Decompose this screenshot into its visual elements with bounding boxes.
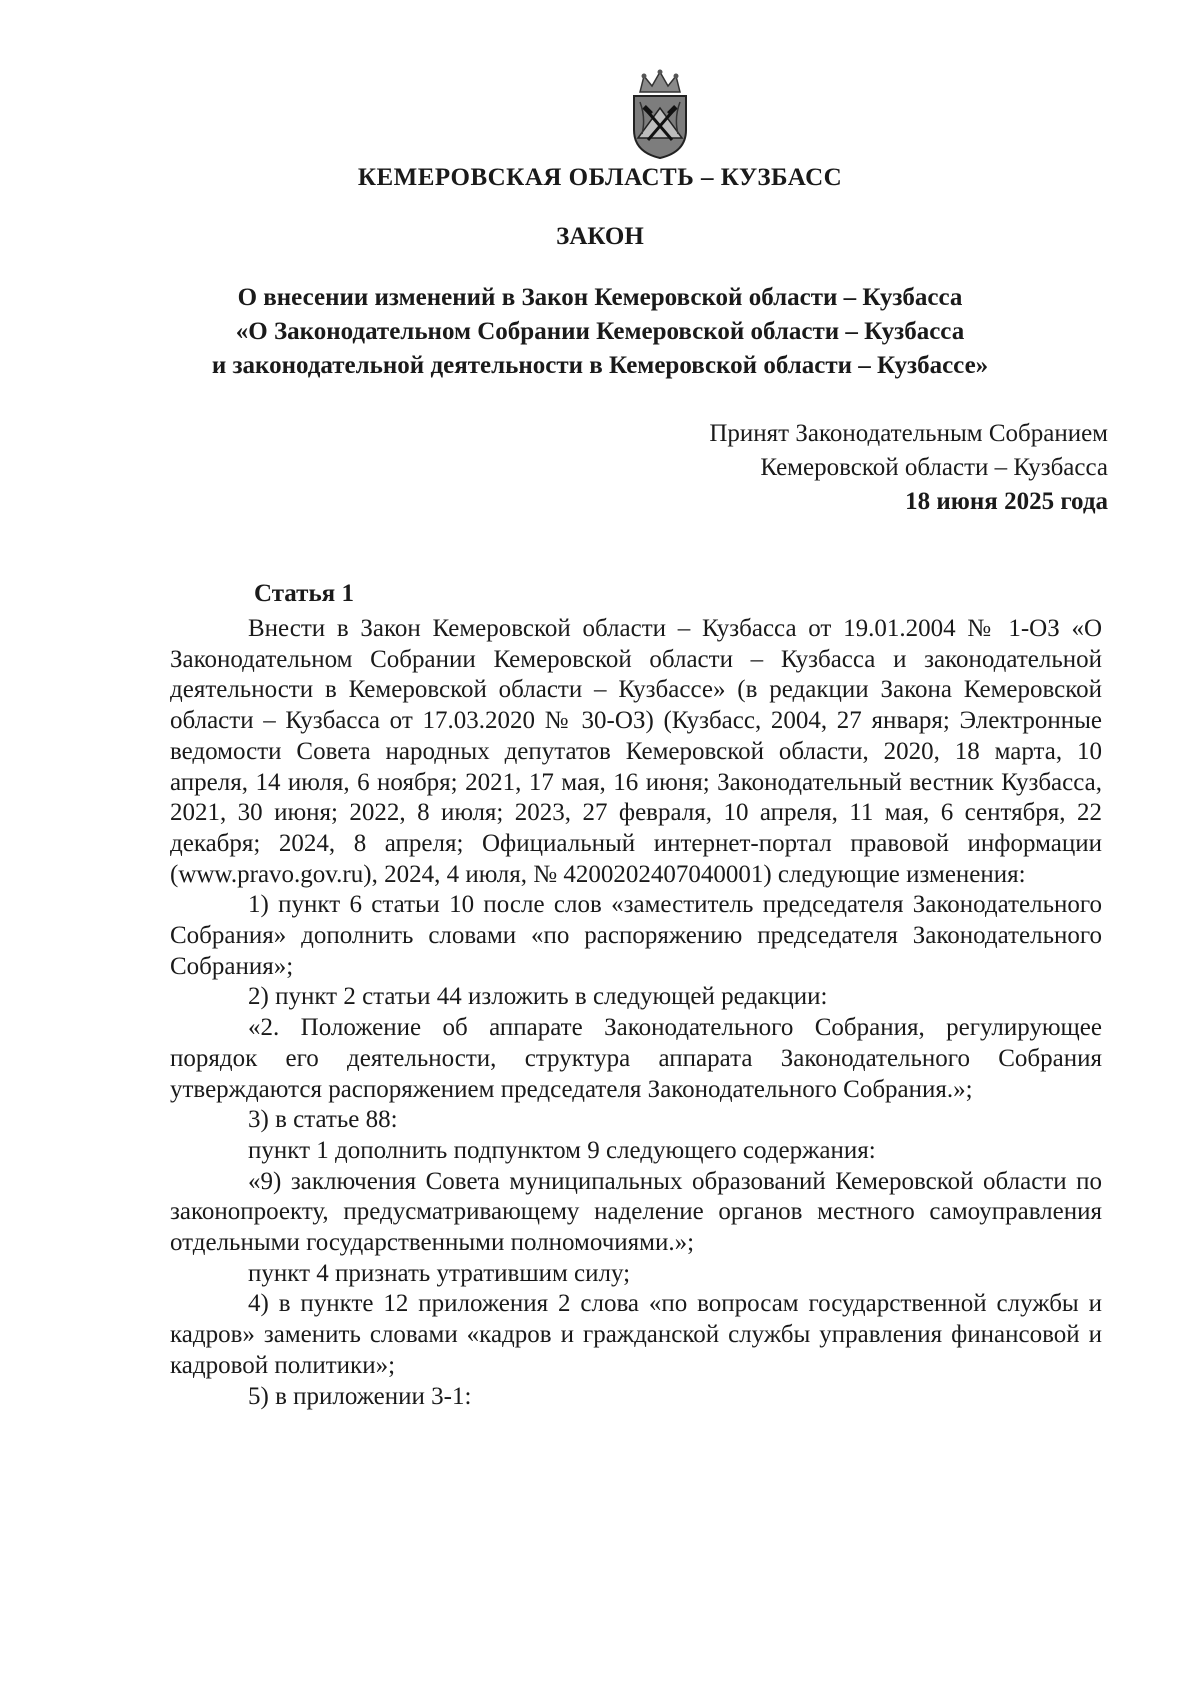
article-paragraph: пункт 1 дополнить подпунктом 9 следующего содержания: [248,1136,876,1164]
article-body [170,614,1102,1412]
article-paragraph: 5) в приложении 3-1: [248,1382,472,1410]
adoption-date: 18 июня 2025 года [905,488,1108,515]
law-title-line: О внесении изменений в Закон Кемеровской области – Кузбасса [237,284,963,311]
article-paragraph: «9) заключения Совета муниципальных образований Кемеровской области по законопроекту, предусматривающему наделение органов местного самоуправления отдельными государственными полномочиями.»; [170,1167,1102,1257]
adoption-line: Принят Законодательным Собранием [709,420,1108,447]
law-title [150,281,1050,383]
article-paragraph: 2) пункт 2 статьи 44 изложить в следующей редакции: [248,983,828,1011]
article-paragraph: 3) в статье 88: [248,1106,398,1134]
article-paragraph: «2. Положение об аппарате Законодательного Собрания, регулирующее порядок его деятельности, структура аппарата Законодательного Собрания утверждаются распоряжением председателя Законодательного Собрания.»; [170,1014,1102,1103]
law-title-line: и законодательной деятельности в Кемеровской области – Кузбассе» [211,352,989,379]
law-title-line: «О Законодательном Собрании Кемеровской области – Кузбасса [235,318,965,345]
kuzbass-coat-of-arms-icon [628,68,692,160]
article-paragraph: Внести в Закон Кемеровской области – Кузбасса от 19.01.2004 № 1-ОЗ «О Законодательном Собрании Кемеровской области – Кузбасса и законодательной деятельности в Кемеровской области – Кузбассе» (в редакции Закона Кемеровской области – Кузбасса от 17.03.2020 № 30-ОЗ) (Кузбасс, 2004, 27 января; Электронные ведомости Совета народных депутатов Кемеровской области, 2020, 18 марта, 10 апреля, 14 июля, 6 ноября; 2021, 17 мая, 16 июня; Законодательный вестник Кузбасса, 2021, 30 июня; 2022, 8 июля; 2023, 27 февраля, 10 апреля, 11 мая, 6 сентября, 22 декабря; 2024, 8 апреля; Официальный интернет-портал правовой информации (www.pravo.gov.ru), 2024, 4 июля, № 4200202407040001) следующие изменения: [170,615,1102,888]
document-type: ЗАКОН [556,223,644,250]
article-title: Статья 1 [254,580,354,607]
region-name: КЕМЕРОВСКАЯ ОБЛАСТЬ – КУЗБАСС [357,164,843,191]
adoption-line: Кемеровской области – Кузбасса [760,454,1108,481]
article-paragraph: 4) в пункте 12 приложения 2 слова «по вопросам государственной службы и кадров» заменить словами «кадров и гражданской службы управления финансовой и кадровой политики»; [170,1290,1102,1379]
article-paragraph: пункт 4 признать утратившим силу; [248,1259,631,1287]
adoption-block [600,417,1108,519]
article-paragraph: 1) пункт 6 статьи 10 после слов «заместитель председателя Законодательного Собрания» дополнить словами «по распоряжению председателя Законодательного Собрания»; [170,891,1102,980]
